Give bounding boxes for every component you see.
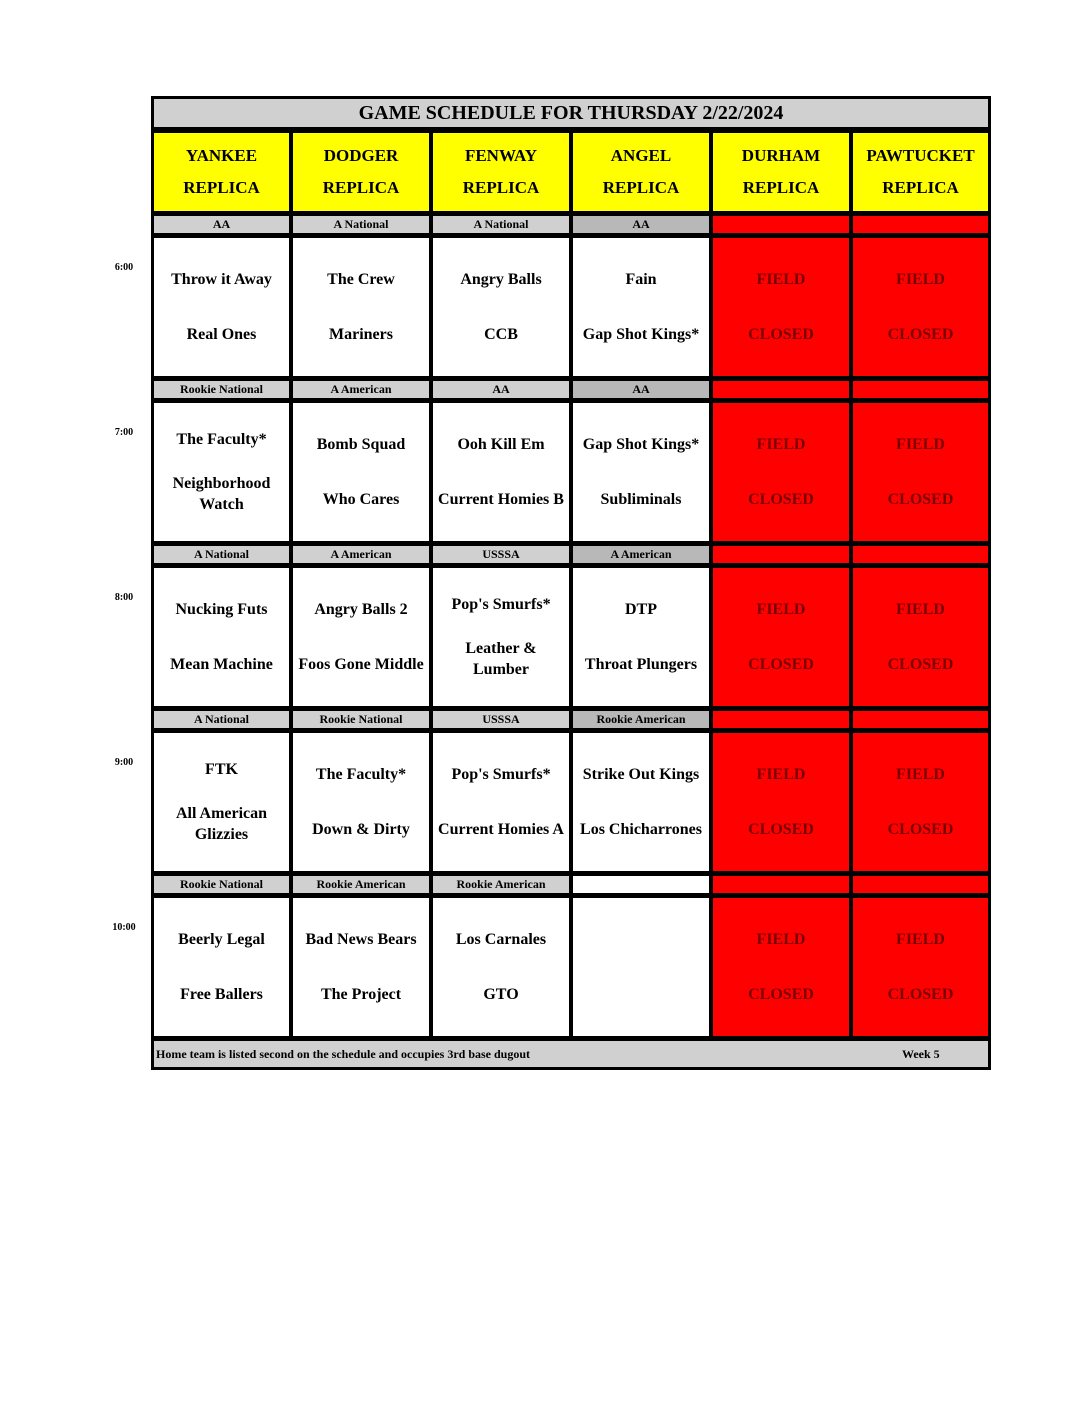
division-label: Rookie American xyxy=(291,874,431,896)
game-row-9 xyxy=(151,731,991,874)
home-team-note: Home team is listed second on the schedule and occupies 3rd base dugout xyxy=(156,1047,531,1061)
home-team: Down & Dirty xyxy=(312,821,410,838)
division-row-7 xyxy=(151,379,991,401)
game-cell-empty xyxy=(571,896,711,1039)
closed-cell: FIELD CLOSED xyxy=(711,566,851,709)
division-row-8 xyxy=(151,544,991,566)
game-row-10 xyxy=(151,896,991,1039)
time-label: 10:00 xyxy=(112,922,136,933)
away-team: Los Carnales xyxy=(455,931,547,948)
home-team: Los Chicharrones xyxy=(580,821,702,838)
division-label xyxy=(571,874,711,896)
away-team: FTK xyxy=(205,760,238,778)
game-cell xyxy=(151,401,291,544)
home-team: Throat Plungers xyxy=(584,656,698,673)
division-closed xyxy=(711,544,851,566)
field-header-durham: DURHAM REPLICA xyxy=(711,130,851,214)
field-header-dodger: DODGER REPLICA xyxy=(291,130,431,214)
division-label: Rookie National xyxy=(151,874,291,896)
division-label: A American xyxy=(291,379,431,401)
home-team: The Project xyxy=(320,986,402,1003)
away-team: Pop's Smurfs* xyxy=(451,595,551,613)
closed-cell: FIELD CLOSED xyxy=(711,731,851,874)
closed-cell: FIELD CLOSED xyxy=(711,896,851,1039)
division-label: A National xyxy=(151,709,291,731)
away-team: Pop's Smurfs* xyxy=(451,766,551,783)
footer-bar xyxy=(151,1039,991,1070)
schedule-table xyxy=(151,96,991,1070)
away-team: Nucking Futs xyxy=(175,601,268,618)
home-team: Foos Gone Middle xyxy=(298,656,424,673)
division-closed xyxy=(851,544,991,566)
game-cell xyxy=(431,896,571,1039)
home-team: Gap Shot Kings* xyxy=(582,326,700,343)
game-cell xyxy=(431,731,571,874)
division-label: A American xyxy=(571,544,711,566)
division-label: AA xyxy=(571,214,711,236)
division-label: AA xyxy=(431,379,571,401)
away-team: Strike Out Kings xyxy=(582,766,700,783)
division-label: Rookie National xyxy=(151,379,291,401)
home-team: Real Ones xyxy=(186,326,257,343)
division-closed xyxy=(851,874,991,896)
game-cell xyxy=(151,731,291,874)
away-team: Angry Balls xyxy=(460,271,542,288)
away-team: Bomb Squad xyxy=(316,436,406,453)
home-team: All American Glizzies xyxy=(175,805,268,844)
game-cell xyxy=(291,401,431,544)
closed-cell: FIELD CLOSED xyxy=(711,401,851,544)
closed-cell: FIELD CLOSED xyxy=(851,236,991,379)
field-header-pawtucket: PAWTUCKET REPLICA xyxy=(851,130,991,214)
home-team: Leather & Lumber xyxy=(465,640,537,679)
closed-cell: FIELD CLOSED xyxy=(851,401,991,544)
away-team: Fain xyxy=(625,271,657,288)
away-team: Gap Shot Kings* xyxy=(582,436,700,453)
division-label: USSSA xyxy=(431,709,571,731)
game-cell xyxy=(571,566,711,709)
home-team: Current Homies B xyxy=(438,491,564,508)
division-row-9 xyxy=(151,709,991,731)
division-label: USSSA xyxy=(431,544,571,566)
game-cell xyxy=(151,896,291,1039)
closed-cell: FIELD CLOSED xyxy=(851,896,991,1039)
game-cell xyxy=(291,731,431,874)
game-cell xyxy=(571,236,711,379)
home-team: CCB xyxy=(484,326,518,343)
away-team: DTP xyxy=(625,601,657,618)
division-label: A National xyxy=(291,214,431,236)
game-row-8 xyxy=(151,566,991,709)
game-cell xyxy=(431,236,571,379)
division-label: AA xyxy=(571,379,711,401)
time-label: 9:00 xyxy=(114,757,134,768)
home-team: Subliminals xyxy=(600,491,682,508)
home-team: Mean Machine xyxy=(170,656,273,673)
home-team: Current Homies A xyxy=(438,821,564,838)
closed-cell: FIELD CLOSED xyxy=(711,236,851,379)
away-team: Beerly Legal xyxy=(178,931,265,948)
game-row-7 xyxy=(151,401,991,544)
division-label: A National xyxy=(151,544,291,566)
time-label: 8:00 xyxy=(114,592,134,603)
game-cell xyxy=(291,236,431,379)
division-closed xyxy=(851,214,991,236)
home-team: Mariners xyxy=(329,326,393,343)
away-team: Ooh Kill Em xyxy=(457,436,545,453)
home-team: GTO xyxy=(483,986,519,1003)
away-team: The Crew xyxy=(327,271,395,288)
division-label: Rookie American xyxy=(571,709,711,731)
division-label: A American xyxy=(291,544,431,566)
division-closed xyxy=(711,709,851,731)
division-closed xyxy=(711,379,851,401)
division-closed xyxy=(711,214,851,236)
game-cell xyxy=(291,896,431,1039)
week-label: Week 5 xyxy=(902,1047,940,1061)
field-header-yankee: YANKEE REPLICA xyxy=(151,130,291,214)
division-label: AA xyxy=(151,214,291,236)
game-cell xyxy=(291,566,431,709)
time-label: 7:00 xyxy=(114,427,134,438)
home-team: Neighborhood Watch xyxy=(172,475,271,514)
game-cell xyxy=(151,236,291,379)
division-label: A National xyxy=(431,214,571,236)
division-closed xyxy=(851,379,991,401)
closed-cell: FIELD CLOSED xyxy=(851,731,991,874)
home-team: Free Ballers xyxy=(180,986,263,1003)
game-cell xyxy=(151,566,291,709)
field-header-fenway: FENWAY REPLICA xyxy=(431,130,571,214)
away-team: Bad News Bears xyxy=(305,931,417,948)
schedule-title: GAME SCHEDULE FOR THURSDAY 2/22/2024 xyxy=(151,96,991,130)
field-header-angel: ANGEL REPLICA xyxy=(571,130,711,214)
division-label: Rookie American xyxy=(431,874,571,896)
away-team: The Faculty* xyxy=(176,430,267,448)
game-row-6 xyxy=(151,236,991,379)
time-label: 6:00 xyxy=(114,262,134,273)
division-row-10 xyxy=(151,874,991,896)
game-cell xyxy=(571,731,711,874)
away-team: The Faculty* xyxy=(315,766,407,783)
game-cell xyxy=(431,401,571,544)
away-team: Angry Balls 2 xyxy=(314,601,408,618)
division-row-6 xyxy=(151,214,991,236)
closed-cell: FIELD CLOSED xyxy=(851,566,991,709)
division-label: Rookie National xyxy=(291,709,431,731)
field-header-row xyxy=(151,130,991,214)
home-team: Who Cares xyxy=(322,491,400,508)
division-closed xyxy=(851,709,991,731)
game-cell xyxy=(571,401,711,544)
away-team: Throw it Away xyxy=(171,271,272,288)
division-closed xyxy=(711,874,851,896)
game-cell xyxy=(431,566,571,709)
